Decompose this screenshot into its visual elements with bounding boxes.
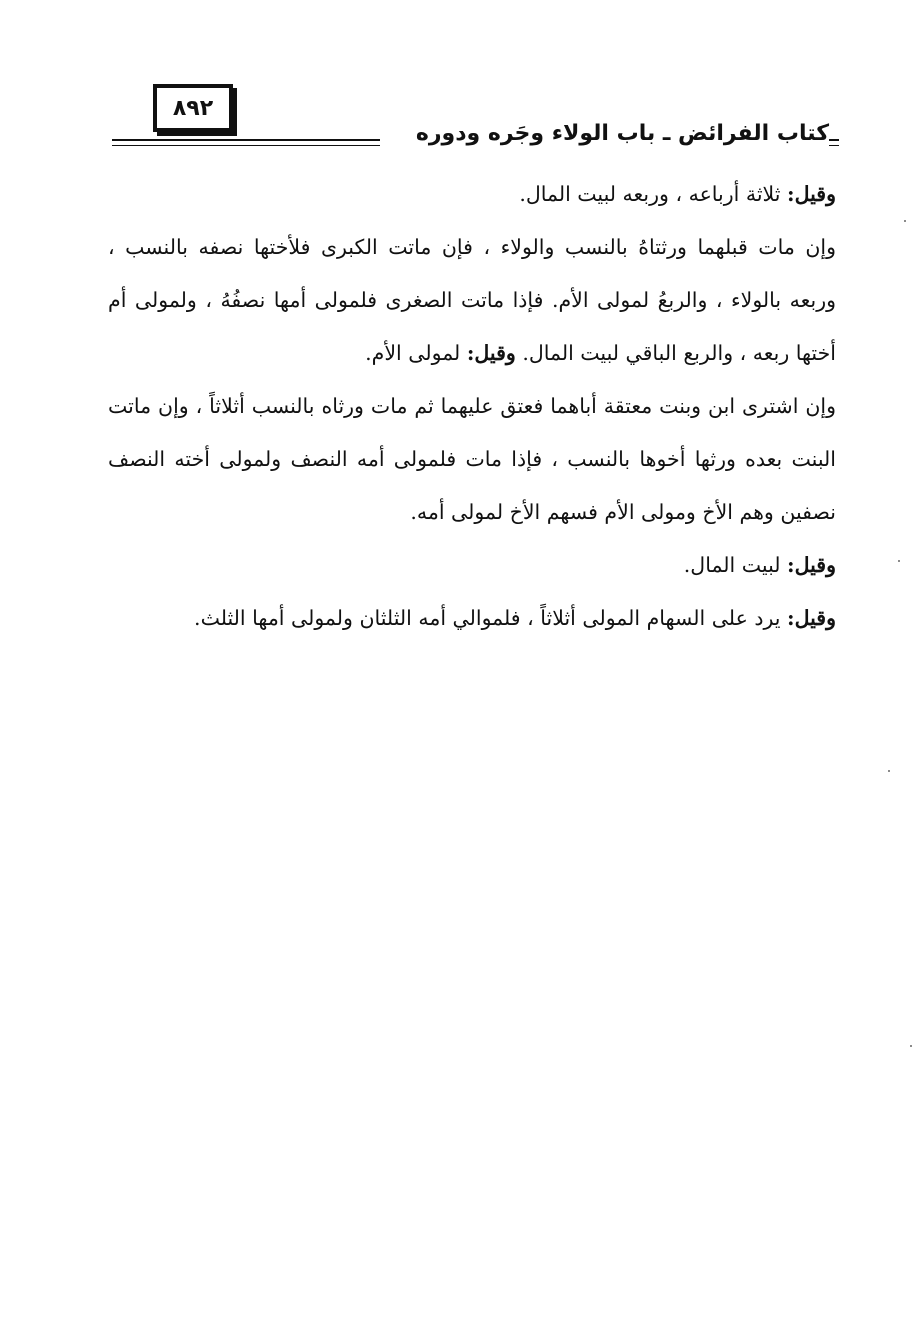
paragraph-label: وقيل: [787, 553, 836, 577]
running-title [380, 118, 829, 152]
paragraph-text: وإن اشترى ابن وبنت معتقة أباهما فعتق عليهما ثم مات ورثاه بالنسب أثلاثاً ، وإن ماتت البنت بعده ورثها أخوها بالنسب ، فإذا مات فلمولى أمه النصف ولمولى أخته النصف نصفين وهم الأخ ومولى الأم فسهم الأخ لمولى أمه. [108, 394, 836, 524]
paragraph-text: يرد على السهام المولى أثلاثاً ، فلموالي أمه الثلثان ولمولى أمها الثلث. [194, 606, 788, 630]
paragraph-text: وإن مات قبلهما ورثتاهُ بالنسب والولاء ، فإن ماتت الكبرى فلأختها نصفه بالنسب ، وربعه بالولاء ، والربعُ لمولى الأم. فإذا ماتت الصغرى فلمولى أمها نصفُهُ ، ولمولى أم أختها ربعه ، والربع الباقي لبيت المال. [108, 235, 836, 365]
paragraph-1 [108, 168, 836, 221]
page-number-box [153, 84, 233, 132]
paragraph-2 [108, 221, 836, 380]
scan-speck [904, 220, 906, 222]
page-number: ٨٩٢ [172, 95, 214, 121]
paragraph-label: وقيل: [466, 341, 516, 365]
paragraph-text-end: لمولى الأم. [365, 341, 467, 365]
scan-speck [898, 560, 900, 562]
scan-speck [910, 1045, 912, 1047]
paragraph-4 [108, 539, 836, 592]
paragraph-text: ثلاثة أرباعه ، وربعه لبيت المال. [519, 182, 788, 206]
scan-speck [888, 770, 890, 772]
paragraph-text: لبيت المال. [683, 553, 788, 577]
paragraph-label: وقيل: [787, 182, 836, 206]
body-text [108, 168, 836, 645]
running-title-text: كتاب الفرائض ـ باب الولاء وجَره ودوره [415, 121, 829, 146]
paragraph-label: وقيل: [787, 606, 836, 630]
paragraph-3 [108, 380, 836, 539]
paragraph-5 [108, 592, 836, 645]
